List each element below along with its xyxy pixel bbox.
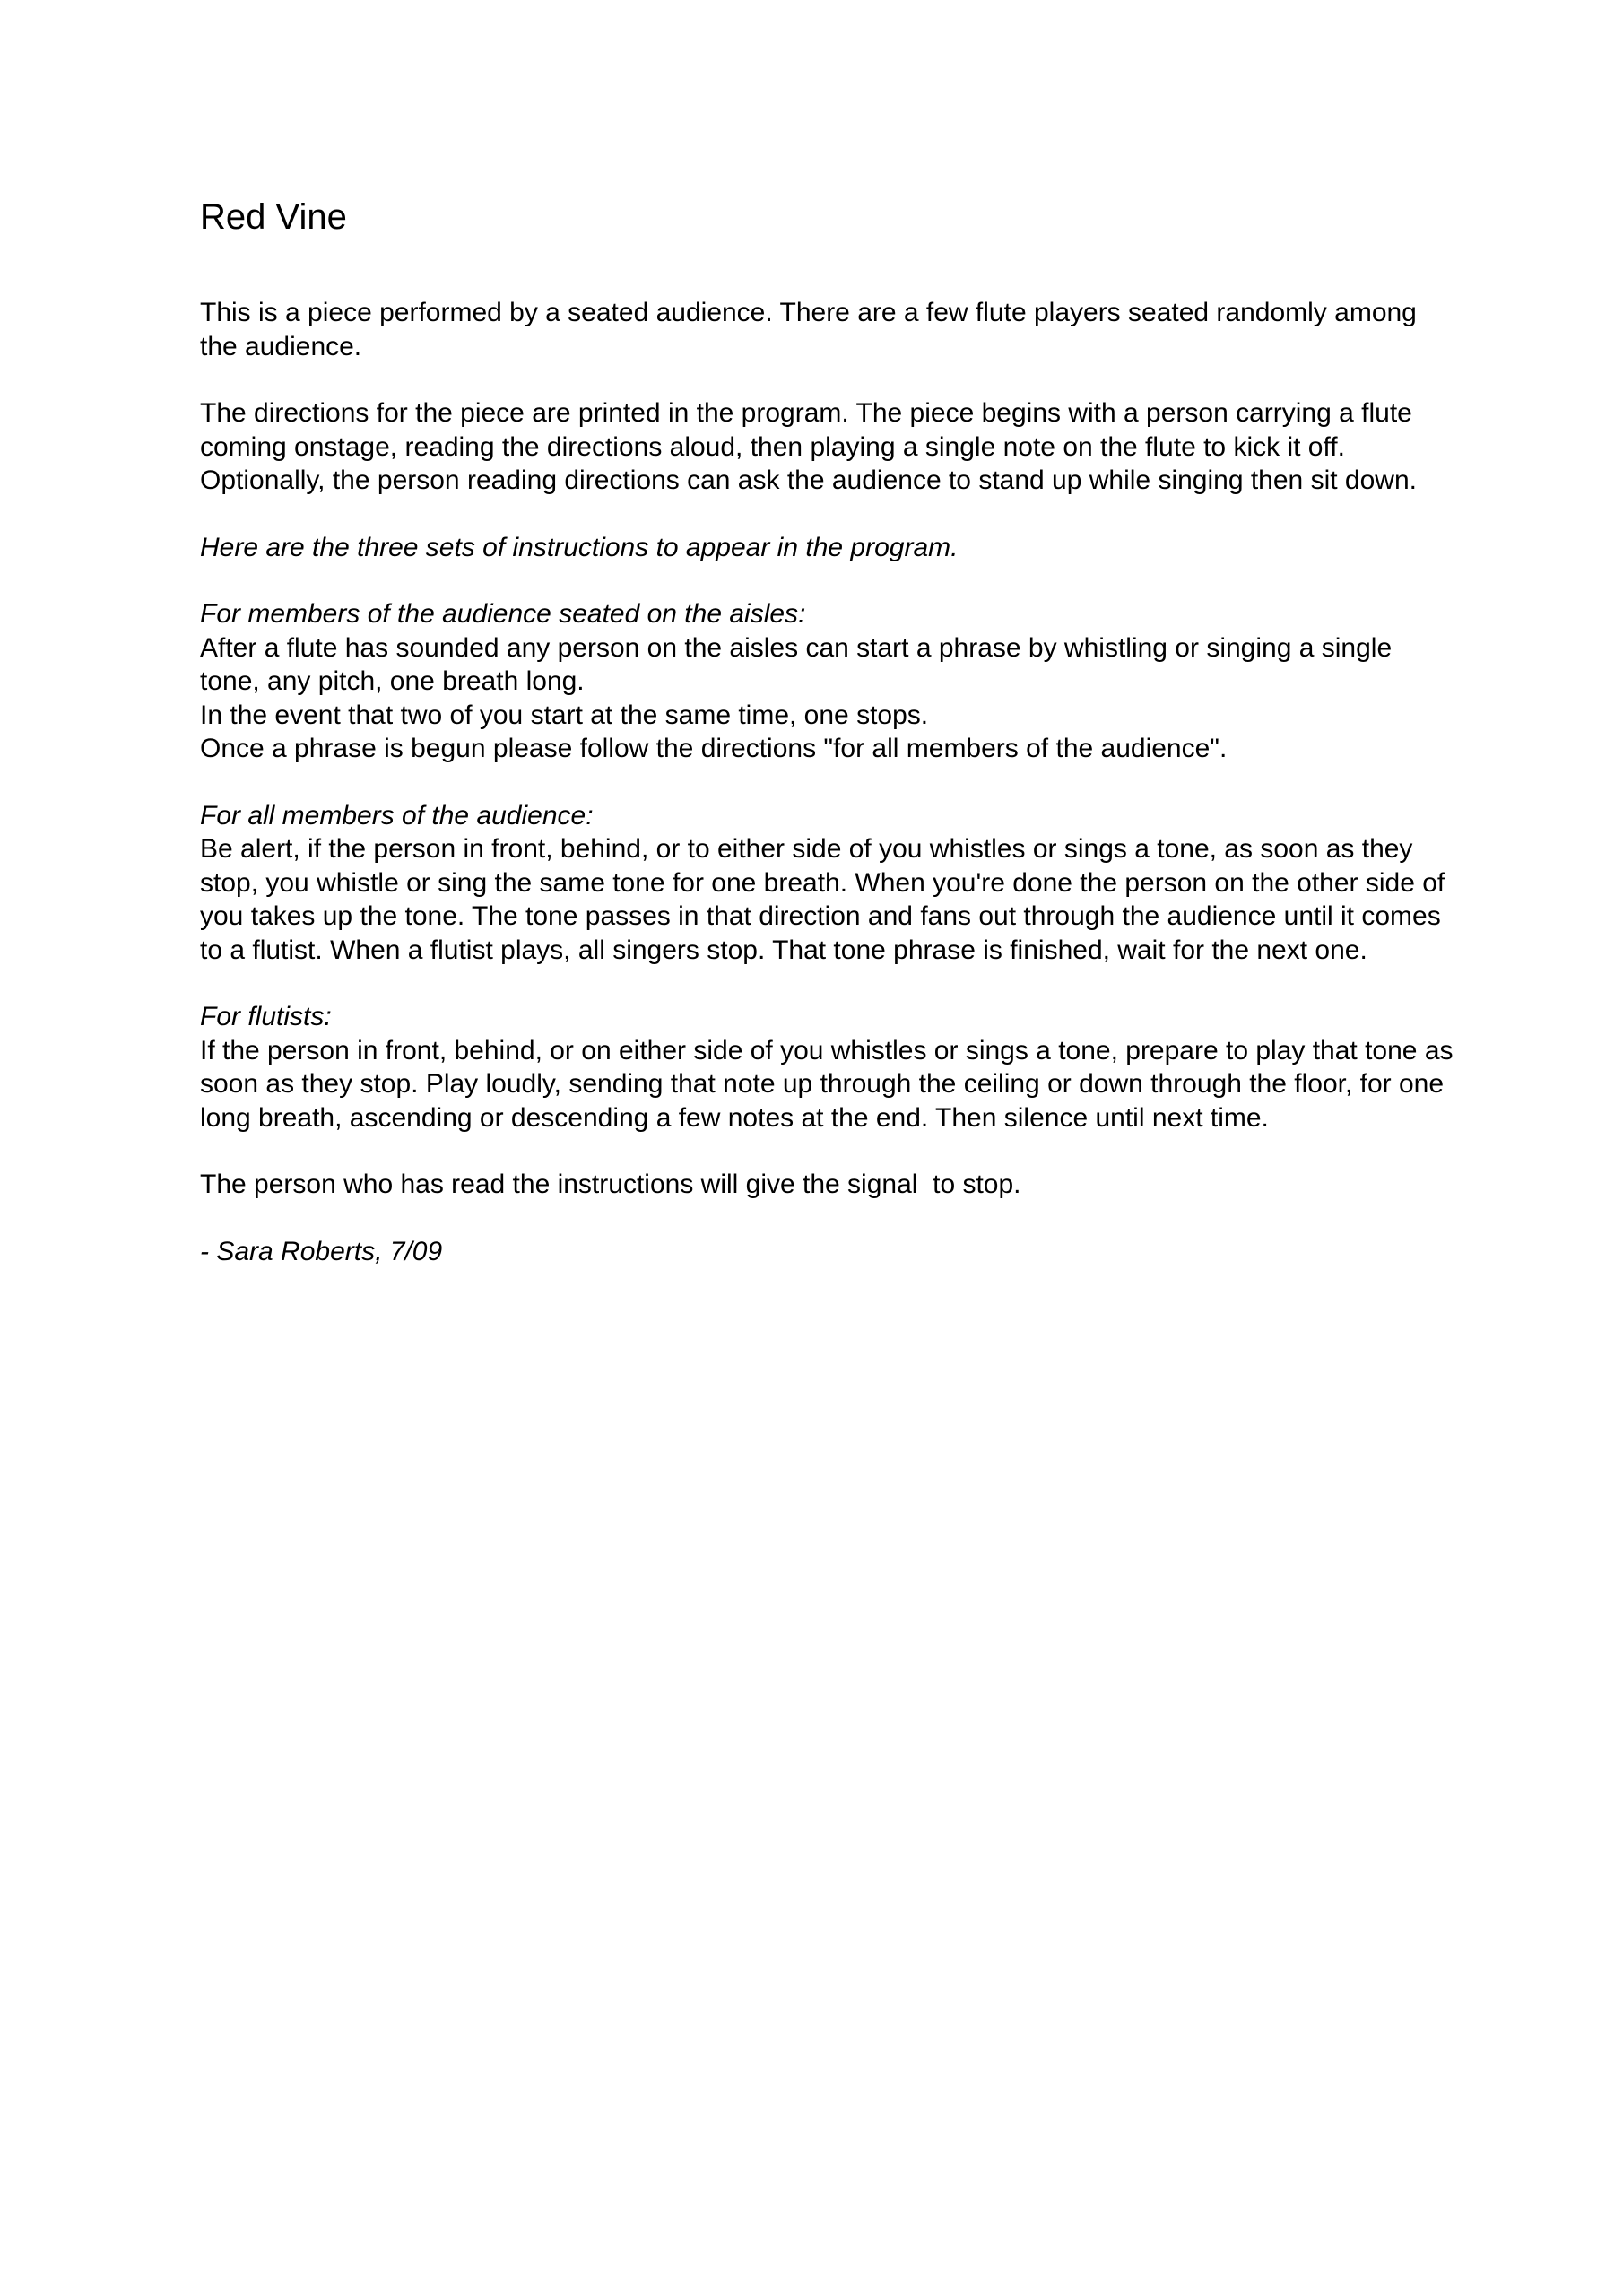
signature: - Sara Roberts, 7/09 xyxy=(200,1236,443,1266)
instructions-intro: Here are the three sets of instructions to appear in the program. xyxy=(200,532,959,562)
closing-paragraph: The person who has read the instructions will give the signal to stop. xyxy=(200,1170,1021,1199)
aisles-line: Once a phrase is begun please follow the directions "for all members of the audience". xyxy=(200,734,1228,763)
directions-paragraph: The directions for the piece are printed in the program. The piece begins with a person carrying a flute coming onstage, reading the directions aloud, then playing a single note on the flute to kick it off. Optionally, the person reading directions can ask the audience to stand up while singing then sit down. xyxy=(200,398,1417,495)
intro-paragraph: This is a piece performed by a seated audience. There are a few flute players seated randomly among the audience. xyxy=(200,298,1417,361)
flutists-text: If the person in front, behind, or on either side of you whistles or sings a tone, prepare to play that tone as soon as they stop. Play loudly, sending that note up through the ceiling or down through the floor, for one long breath, ascending or descending a few notes at the end. Then silence until next time. xyxy=(200,1035,1454,1133)
aisles-section xyxy=(200,597,1455,766)
flutists-heading: For flutists: xyxy=(200,1002,332,1031)
document-page xyxy=(200,179,1455,1268)
aisles-line: In the event that two of you start at the same time, one stops. xyxy=(200,700,929,730)
flutists-section xyxy=(200,1000,1455,1135)
all-members-heading: For all members of the audience: xyxy=(200,800,594,831)
all-members-text: Be alert, if the person in front, behind, or to either side of you whistles or sings a tone, as soon as they stop, you whistle or sing the same tone for one breath. When you're done the person on the other side of you takes up the tone. The tone passes in that direction and fans out through the audience until it comes to a flutist. When a flutist plays, all singers stop. That tone phrase is finished, wait for the next one. xyxy=(200,834,1445,965)
all-members-section xyxy=(200,799,1455,968)
aisles-line: After a flute has sounded any person on the aisles can start a phrase by whistling or singing a single tone, any pitch, one breath long. xyxy=(200,632,1393,696)
aisles-heading: For members of the audience seated on the aisles: xyxy=(200,599,806,629)
document-title: Red Vine xyxy=(200,197,347,237)
